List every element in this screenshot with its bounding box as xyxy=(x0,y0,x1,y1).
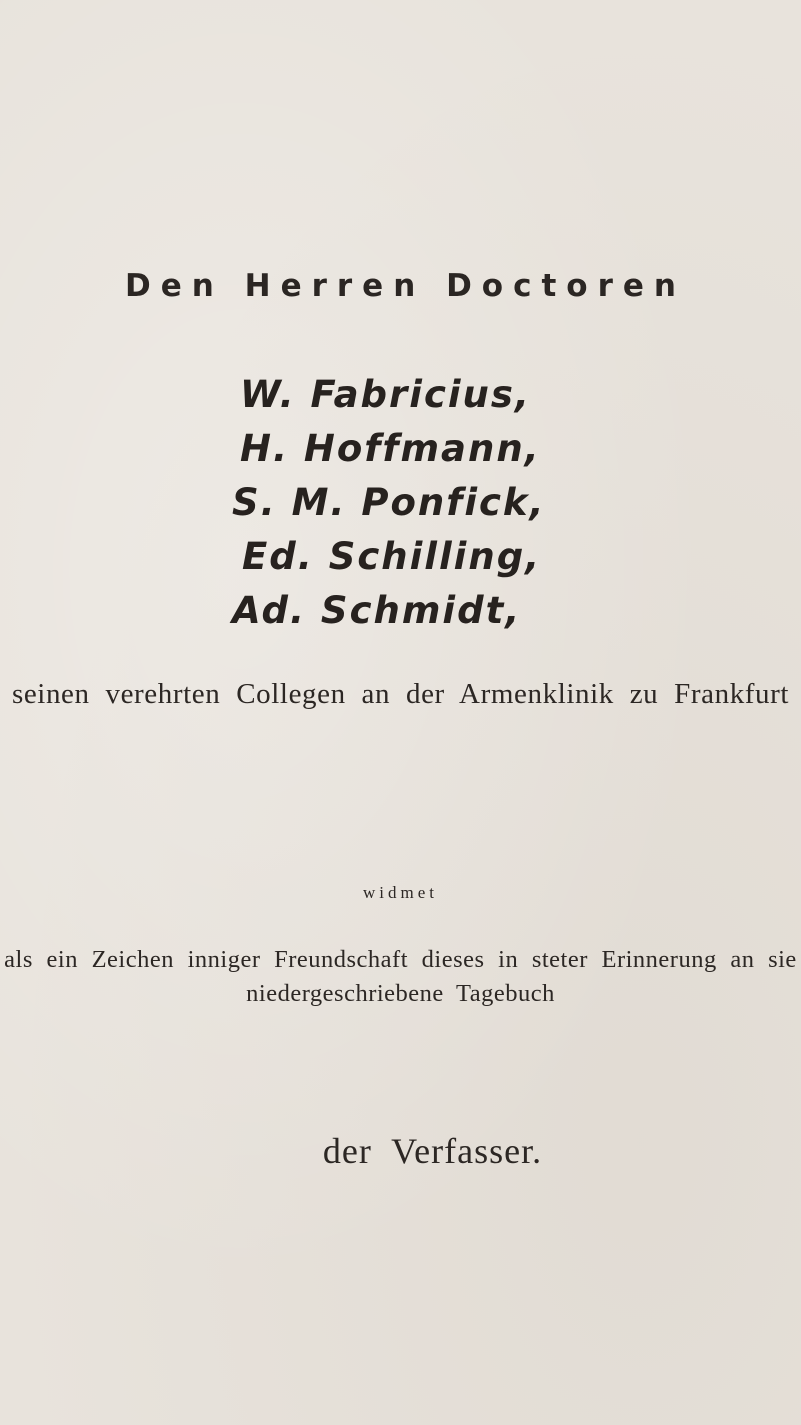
names-list xyxy=(232,368,546,638)
dedication-sentence-line-1: als ein Zeichen inniger Freundschaft dieses in steter Erinnerung an sie xyxy=(4,946,797,973)
name-schilling: Ed. Schilling, xyxy=(242,535,542,578)
author-text: der Verfasser. xyxy=(322,1131,543,1171)
dedication-line: seinen verehrten Collegen an der Armenklinik zu Frankfurt xyxy=(11,678,790,710)
name-fabricius: W. Fabricius, xyxy=(240,373,531,416)
dedication-sentence-line-2: niedergeschriebene Tagebuch xyxy=(246,980,555,1007)
name-schmidt: Ad. Schmidt, xyxy=(232,589,522,632)
dedication-heading: Den Herren Doctoren xyxy=(125,268,686,304)
name-ponfick: S. M. Ponfick, xyxy=(232,481,546,524)
name-hoffmann: H. Hoffmann, xyxy=(240,427,541,470)
widmet-text: widmet xyxy=(363,883,438,902)
author-signature xyxy=(0,1130,801,1172)
